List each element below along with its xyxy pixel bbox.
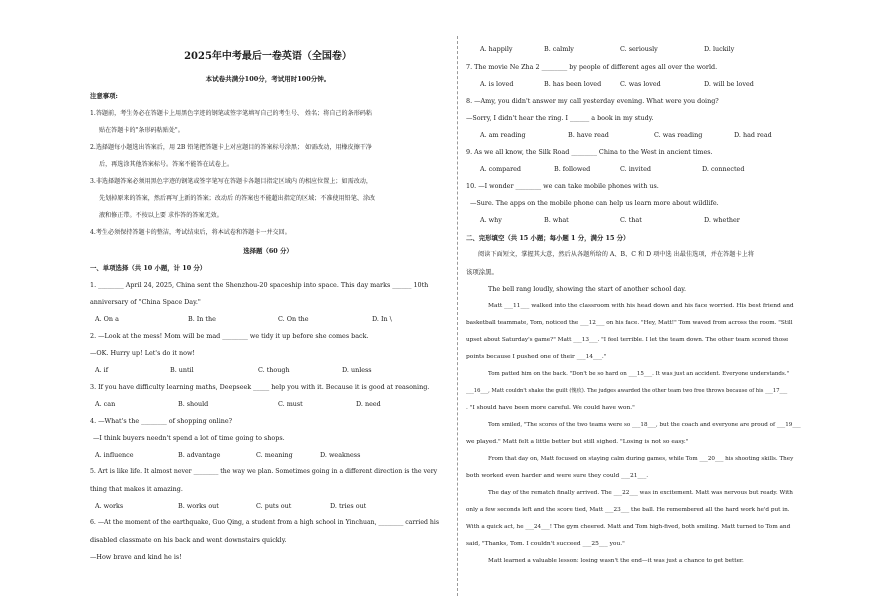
part2-instruction: 阅读下面短文，掌握其大意，然后从各题所给的 A、B、C 和 D 项中选 出最佳选项，并在答题卡上将: [478, 251, 755, 258]
passage-line: With a quick act, he ___24___! The gym cheered. Matt and Tom high-fived, both smiling. Matt turned to Tom and: [466, 524, 791, 530]
q3-option-c: C. must: [278, 400, 303, 408]
notes-line: 4.考生必须保持答题卡的整洁，考试结束后，将本试卷和答题卡一并交回。: [90, 229, 291, 236]
q5-option-c: C. puts out: [256, 502, 292, 510]
q6-option-c: C. seriously: [620, 45, 658, 53]
q2-option-a: A. if: [95, 366, 109, 374]
question-10-cont: —Sure. The apps on the mobile phone can help us learn more about wildlife.: [470, 199, 719, 207]
paper-title: 2025年中考最后一卷英语（全国卷）: [184, 51, 352, 62]
question-8-cont: —Sorry, I didn't hear the ring. I ______ a book in my study.: [466, 114, 654, 122]
q5-option-d: D. tries out: [330, 502, 367, 510]
q1-option-a: A. On a: [95, 315, 119, 323]
q3-option-d: D. need: [356, 400, 381, 408]
q7-option-c: C. was loved: [620, 80, 661, 88]
notes-line: 贴在答题卡的"条形码粘贴处"。: [99, 127, 184, 134]
passage-line: points because I pushed one of their ___14___.": [466, 354, 607, 360]
question-6-cont: disabled classmate on his back and went downstairs quickly.: [90, 536, 287, 544]
q8-option-c: C. was reading: [654, 131, 703, 139]
passage-line: The bell rang loudly, showing the start of another school day.: [488, 285, 687, 293]
part2-heading: 二、完形填空（共 15 小题；每小题 1 分，满分 15 分）: [466, 234, 630, 242]
q1-option-d: D. In \: [372, 315, 392, 323]
q3-option-b: B. should: [178, 400, 209, 408]
q10-option-d: D. whether: [704, 216, 740, 224]
q5-option-b: B. works out: [178, 502, 219, 510]
q4-option-d: D. weakness: [320, 451, 361, 459]
passage-line: Matt ___11___ walked into the classroom with his head down and his face worried. His best friend and: [488, 303, 794, 309]
q7-option-a: A. is loved: [480, 80, 514, 88]
passage-line: . "I should have been more careful. We could have won.": [466, 405, 635, 411]
passage-line: upset about Saturday's game?" Matt ___13___. "I feel terrible. I let the team down. The other team scored those: [466, 337, 789, 343]
notes-line: 先划掉原来的答案，然后再写上新的答案；改动后 的答案也不能超出指定的区域；不准使用铅笔、涂改: [99, 195, 376, 202]
question-3: 3. If you have difficulty learning maths, Deepseek _____ help you with it. Because it is good at reasoning.: [90, 383, 430, 391]
q4-option-a: A. influence: [95, 451, 134, 459]
q9-option-c: C. invited: [620, 165, 651, 173]
q3-option-a: A. can: [95, 400, 116, 408]
q7-option-d: D. will be loved: [704, 80, 754, 88]
q8-option-d: D. had read: [734, 131, 772, 139]
question-6-cont: —How brave and kind he is!: [90, 553, 182, 561]
question-1: 1. ________ April 24, 2025, China sent the Shenzhou-20 spaceship into space. This day marks ______ 10th: [90, 281, 429, 289]
notes-line: 2.选择题每小题选出答案后，用 2B 铅笔把答题卡上对应题目的答案标号涂黑； 如需改动，用橡皮擦干净: [90, 144, 373, 151]
q5-option-a: A. works: [95, 502, 124, 510]
q10-option-a: A. why: [480, 216, 502, 224]
question-5-cont: thing that makes it amazing.: [90, 485, 183, 493]
question-9: 9. As we all know, the Silk Road ________ China to the West in ancient times.: [466, 148, 713, 156]
q9-option-a: A. compared: [480, 165, 521, 173]
passage-line: Tom smiled, "The scores of the two teams were so ___18___, but the coach and everyone are proud of ___19___: [488, 422, 801, 428]
passage-line: Matt learned a valuable lesson: losing wasn't the end—it was just a chance to get better.: [488, 558, 744, 564]
column-divider: [457, 36, 458, 596]
q4-option-c: C. meaning: [256, 451, 293, 459]
paper-subtitle: 本试卷共满分100分，考试用时100分钟。: [205, 75, 331, 83]
q10-option-c: C. that: [620, 216, 642, 224]
q2-option-c: C. though: [258, 366, 290, 374]
question-10: 10. —I wonder ________ we can take mobile phones with us.: [466, 182, 659, 190]
question-2-cont: —OK. Hurry up! Let's do it now!: [90, 349, 195, 357]
notes-line: 3.非选择题答案必须用黑色字迹的钢笔或签字笔写在答题卡各题目指定区域内 的相应位置上；如需改动，: [90, 178, 372, 185]
q9-option-b: B. followed: [554, 165, 591, 173]
notes-heading: 注意事项:: [90, 92, 118, 100]
passage-line: basketball teammate, Tom, noticed the ___12___ on his face. "Hey, Matt!" Tom waved from across the room. "Still: [466, 320, 793, 326]
question-6: 6. —At the moment of the earthquake, Guo Qing, a student from a high school in Yinchuan, ________ carried his: [90, 519, 440, 526]
question-4-cont: —I think buyers needn't spend a lot of time going to shops.: [93, 434, 285, 442]
q2-option-b: B. until: [170, 366, 194, 374]
passage-line: only a few seconds left and the score tied, Matt ___23___ the ball. He remembered all the hard work he'd put in.: [466, 507, 790, 513]
question-2: 2. —Look at the mess! Mom will be mad ________ we tidy it up before she comes back.: [90, 332, 369, 340]
q4-option-b: B. advantage: [178, 451, 221, 459]
q8-option-a: A. am reading: [480, 131, 526, 139]
passage-line: we played." Matt felt a little better but still sighed. "Losing is not so easy.": [466, 439, 689, 445]
notes-line: 液和修正带。不按以上要 求作答的答案无效。: [99, 212, 223, 219]
section-heading: 选择题（60 分）: [243, 247, 293, 255]
passage-line: From that day on, Matt focused on staying calm during games, while Tom ___20___ his shooting skills. They: [488, 456, 794, 462]
q10-option-b: B. what: [544, 216, 569, 224]
question-1-cont: anniversary of "China Space Day.": [90, 298, 201, 306]
passage-line: said, "Thanks, Tom. I couldn't succeed ___25___ you.": [466, 541, 625, 547]
notes-line: 1.答题前，考生务必在答题卡上用黑色字迹的钢笔或签字笔填写自己的考生号、 姓名；将自己的条形码粘: [90, 110, 372, 117]
question-4: 4. —What's the ________ of shopping online?: [90, 417, 233, 425]
q9-option-d: D. connected: [702, 165, 745, 173]
q8-option-b: B. have read: [568, 131, 609, 139]
part1-heading: 一、单项选择（共 10 小题，计 10 分）: [90, 264, 207, 272]
question-8: 8. —Amy, you didn't answer my call yesterday evening. What were you doing?: [466, 97, 719, 105]
passage-line: The day of the rematch finally arrived. The ___22___ was in excitement. Matt was nervous but ready. With: [488, 490, 793, 496]
q2-option-d: D. unless: [342, 366, 372, 374]
question-7: 7. The movie Ne Zha 2 ________ by people of different ages all over the world.: [466, 63, 718, 71]
question-5: 5. Art is like life. It almost never ________ the way we plan. Sometimes going in a different direction is the very: [90, 468, 438, 475]
q6-option-d: D. luckily: [704, 45, 735, 53]
q1-option-c: C. On the: [278, 315, 309, 323]
q1-option-b: B. In the: [188, 315, 216, 323]
q6-option-a: A. happily: [480, 45, 513, 53]
part2-instruction: 该项涂黑。: [466, 268, 498, 276]
notes-line: 后，再选涂其他答案标号。答案不能答在试卷上。: [99, 161, 234, 168]
passage-line: ___16___, Matt couldn't shake the guilt (愧疚). The judges awarded the other team two free throws because of his ___17___: [466, 388, 788, 394]
q7-option-b: B. has been loved: [544, 80, 602, 88]
passage-line: Tom patted him on the back. "Don't be so hard on ___15___. It was just an accident. Everyone understands.": [488, 371, 790, 377]
passage-line: both worked even harder and were sure they could ___21___.: [466, 473, 649, 479]
q6-option-b: B. calmly: [544, 45, 574, 53]
